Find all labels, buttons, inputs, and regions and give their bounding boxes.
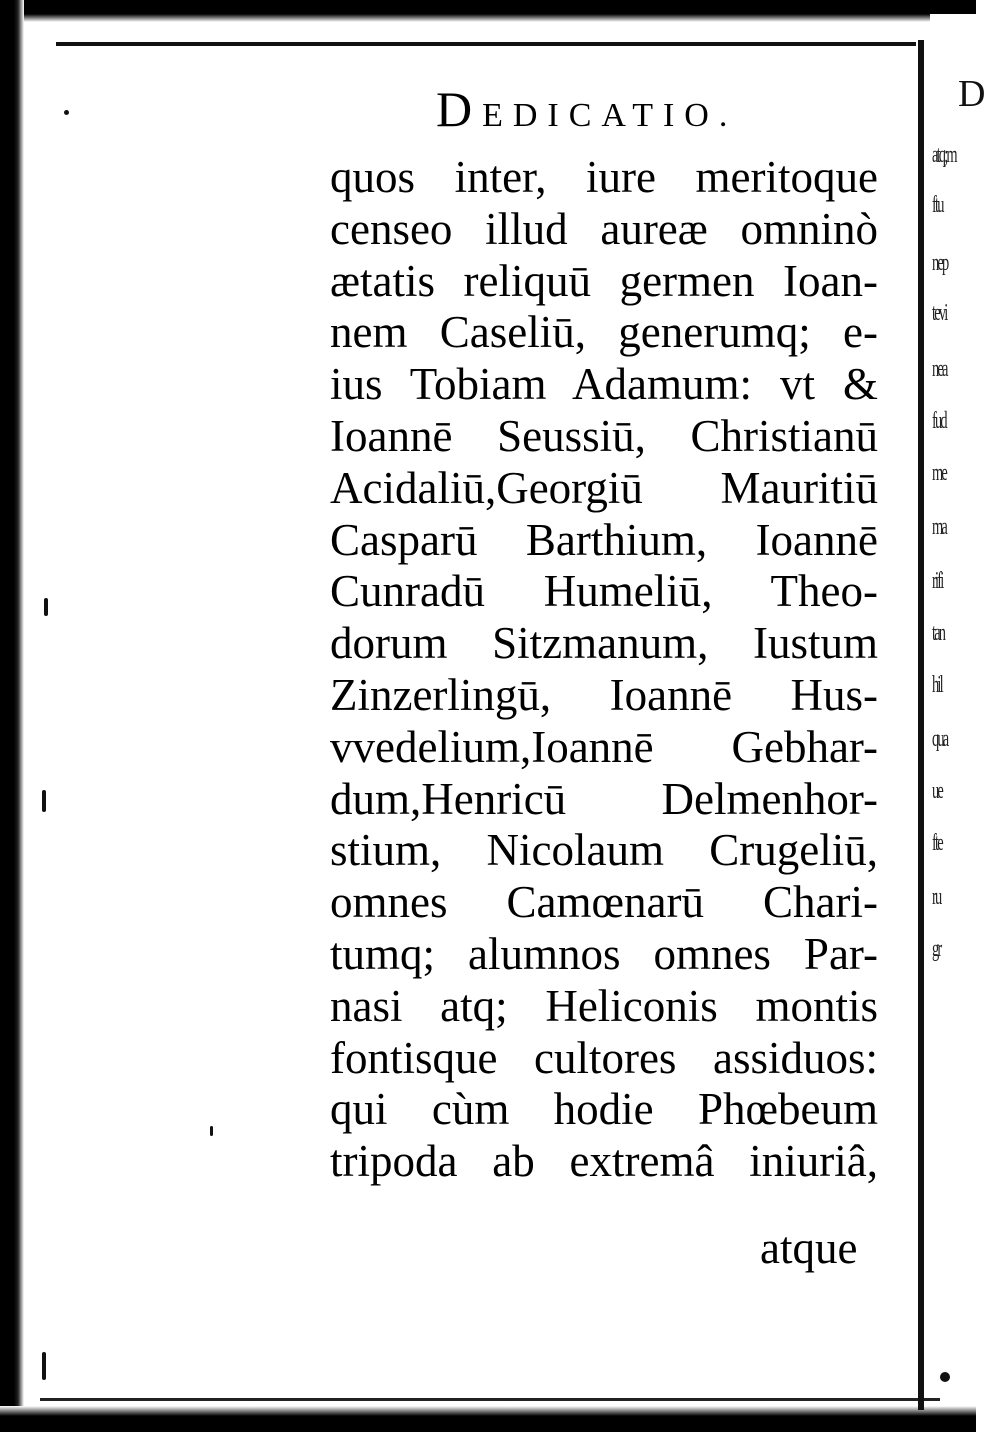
scan-speck	[42, 1352, 46, 1380]
text-line: ætatis reliquū germen Ioan-	[330, 255, 878, 306]
bleed-glyph: rifi	[932, 568, 943, 594]
running-head	[436, 80, 737, 138]
text-line: Zinzerlingū, Ioannē Hus-	[330, 669, 878, 720]
text-line: tumq; alumnos omnes Par-	[330, 928, 878, 979]
running-head-initial: D	[436, 81, 483, 137]
bleed-glyph: qua	[932, 726, 948, 752]
text-line: censeo illud aureæ omninò	[330, 203, 878, 254]
facing-page-bleed	[928, 60, 985, 1340]
top-rule	[56, 42, 916, 46]
text-line: qui cùm hodie Phœbeum	[330, 1084, 878, 1135]
text-line: stium, Nicolaum Crugeliū,	[330, 825, 878, 876]
catchword: atque	[760, 1223, 858, 1273]
bleed-glyph: ma	[932, 514, 946, 540]
text-line: Cunradū Humeliū, Theo-	[330, 566, 878, 617]
bleed-glyph: tan	[932, 620, 945, 646]
bleed-glyph: ru	[932, 884, 941, 910]
bleed-glyph: tevi	[932, 300, 947, 326]
bleed-glyph: me	[932, 460, 946, 486]
body-text-block	[330, 152, 878, 1188]
bleed-glyph: nea	[932, 356, 947, 382]
text-line: ius Tobiam Adamum: vt &	[330, 359, 878, 410]
text-line: dorum Sitzmanum, Iustum	[330, 618, 878, 669]
bleed-glyph: gr	[932, 936, 941, 962]
page-gutter	[918, 40, 924, 1410]
bleed-glyph: hil	[932, 672, 942, 698]
bleed-glyph: ftu	[932, 192, 943, 218]
text-line: dum,Henricū Delmenhor-	[330, 773, 878, 824]
scan-speck	[210, 1126, 213, 1136]
scan-edge-shadow	[0, 14, 930, 22]
text-line: nasi atq; Heliconis montis	[330, 980, 878, 1031]
scan-speck	[42, 790, 46, 812]
bleed-glyph: atq;m	[932, 142, 956, 168]
text-line: fontisque cultores assiduos:	[330, 1032, 878, 1083]
bleed-glyph: fud	[932, 408, 946, 434]
bleed-glyph: fte	[932, 830, 942, 856]
text-line: nem Caseliū, generumq; e-	[330, 307, 878, 358]
scan-speck	[44, 598, 48, 616]
running-head-rest: EDICATIO.	[482, 97, 738, 134]
scan-edge-bottom	[0, 1406, 976, 1432]
text-line: Casparū Barthium, Ioannē	[330, 514, 878, 565]
bleed-glyph: D	[958, 73, 985, 115]
text-line: quos inter, iure meritoque	[330, 152, 878, 202]
text-line: Acidaliū,Georgiū Mauritiū	[330, 462, 878, 513]
scan-edge-left	[0, 0, 24, 1432]
text-line: tripoda ab extremâ iniuriâ,	[330, 1136, 878, 1187]
text-line: omnes Camœnarū Chari-	[330, 877, 878, 928]
bleed-glyph: ue	[932, 778, 942, 804]
text-line: vvedelium,Ioannē Gebhar-	[330, 721, 878, 772]
bottom-rule	[40, 1398, 940, 1401]
scan-edge-top	[0, 0, 976, 14]
bleed-glyph: nep	[932, 250, 948, 276]
scan-speck	[64, 110, 69, 115]
scan-speck	[940, 1372, 950, 1382]
text-line: Ioannē Seussiū, Christianū	[330, 410, 878, 461]
